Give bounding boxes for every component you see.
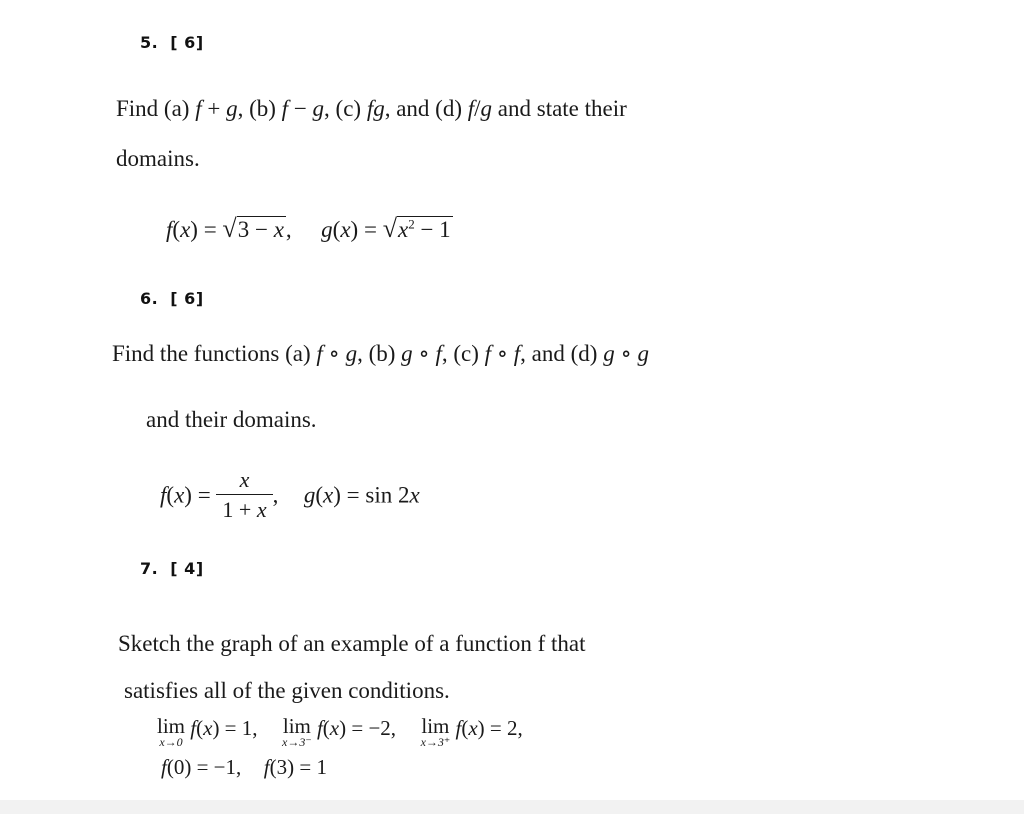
problem-5-text-line2: domains. (116, 146, 200, 171)
problem-5-text-line1: Find (a) f + g, (b) f − g, (c) fg, and (d) f/g and state their (116, 96, 627, 121)
problem-7-number: 7. (140, 559, 159, 578)
problem-6-header (140, 289, 204, 308)
problem-6-f-definition: f(x) = $\frac{x}{1 + x}$ , (160, 481, 284, 506)
problem-5-g-definition: $g(x) = √x^2 - 1$ (321, 214, 451, 243)
problem-6-text-line1: Find the functions (a) f ∘ g, (b) g ∘ f, (c) f ∘ f, and (d) g ∘ g (112, 341, 649, 366)
problem-6-g-definition: g(x) = sin 2x (303, 482, 420, 508)
problem-7-points: [ 4] (170, 559, 204, 578)
problem-6-function-definitions (160, 466, 420, 525)
problem-7-conditions-line1: lim x→0 f(x) = 1, lim x→3⁻ f(x) = −2, lim x→3⁺ f(x) = 2, (157, 714, 523, 749)
problem-7-text-line2: satisfies all of the given conditions. (124, 678, 450, 703)
problem-5-number: 5. (140, 33, 159, 52)
problem-5-f-definition: f(x) = √3 − x, (166, 214, 298, 243)
problem-6-text-line2: and their domains. (146, 407, 317, 432)
problem-6-number: 6. (140, 289, 159, 308)
fraction: $\frac{x}{1 + x}$ (216, 466, 272, 525)
page-bottom-edge (0, 800, 1024, 814)
problem-6-points: [ 6] (170, 289, 204, 308)
problem-5-function-definitions (166, 214, 453, 244)
problem-7-header (140, 559, 204, 578)
problem-7-text-line1: Sketch the graph of an example of a function f that (118, 631, 586, 656)
problem-5-header (140, 33, 204, 52)
problem-7-conditions-line2: f(0) = −1, f(3) = 1 (161, 755, 327, 779)
problem-5-points: [ 6] (170, 33, 204, 52)
